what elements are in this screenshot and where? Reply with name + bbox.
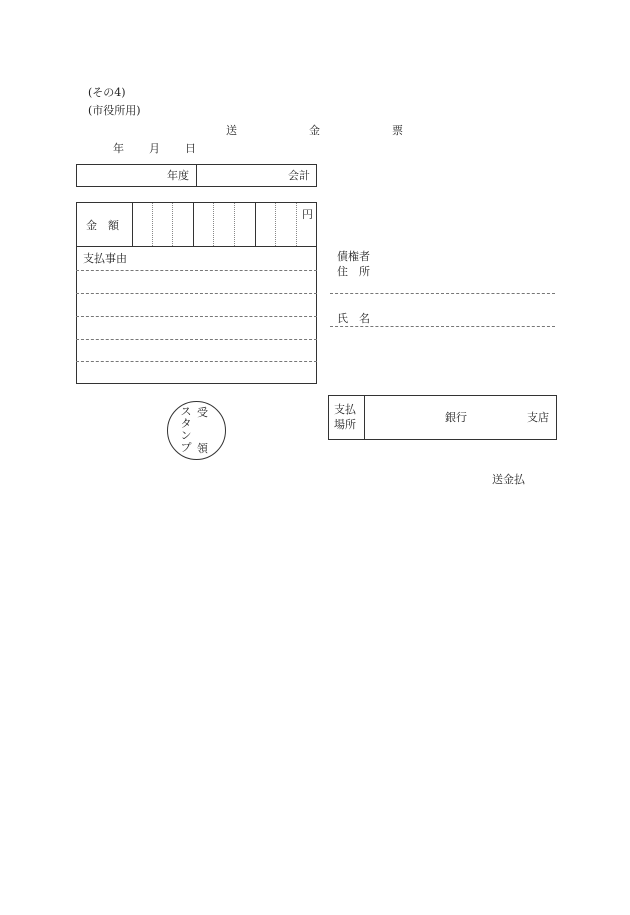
fiscal-year-label: 年度 [167, 169, 189, 182]
payment-place-box [328, 395, 557, 440]
title-char-3: 票 [392, 124, 403, 137]
digit-col-divider [213, 203, 214, 246]
stamp-receive-char: 受 [197, 406, 208, 419]
title-char-1: 送 [226, 124, 237, 137]
amount-label: 金 額 [86, 219, 119, 232]
payment-place-label-2: 場所 [334, 418, 356, 431]
stamp-receipt-char: 領 [197, 442, 208, 455]
yen-unit: 円 [302, 208, 313, 221]
digit-group-divider [255, 202, 256, 246]
branch-label: 支店 [527, 411, 549, 424]
date-year-label: 年 [113, 142, 124, 155]
reason-line [76, 361, 317, 362]
creditor-title: 債権者 [337, 250, 370, 263]
part-label: (その4) [88, 86, 126, 99]
creditor-address-label: 住 所 [337, 265, 370, 278]
payment-reason-label: 支払事由 [83, 252, 127, 265]
digit-col-divider [296, 203, 297, 246]
bank-label: 銀行 [445, 411, 467, 424]
title-char-2: 金 [309, 124, 320, 137]
date-month-label: 月 [149, 142, 160, 155]
reason-line [76, 293, 317, 294]
remittance-label: 送金払 [492, 473, 525, 486]
stamp-vertical-text: スタンプ [180, 405, 192, 454]
digit-col-divider [234, 203, 235, 246]
digit-col-divider [172, 203, 173, 246]
creditor-name-label: 氏 名 [337, 312, 370, 325]
reason-line [76, 270, 317, 271]
account-label: 会計 [288, 169, 310, 182]
payment-place-label-1: 支払 [334, 403, 356, 416]
digit-group-divider [193, 202, 194, 246]
fiscal-divider [196, 164, 197, 187]
amount-label-divider [132, 202, 133, 246]
date-day-label: 日 [185, 142, 196, 155]
reason-line [76, 316, 317, 317]
amount-bottom-rule [76, 246, 317, 247]
payment-place-divider [364, 395, 365, 440]
address-line [330, 293, 555, 294]
name-line [330, 326, 555, 327]
copy-label: (市役所用) [88, 104, 141, 117]
reason-line [76, 339, 317, 340]
digit-col-divider [275, 203, 276, 246]
digit-col-divider [152, 203, 153, 246]
